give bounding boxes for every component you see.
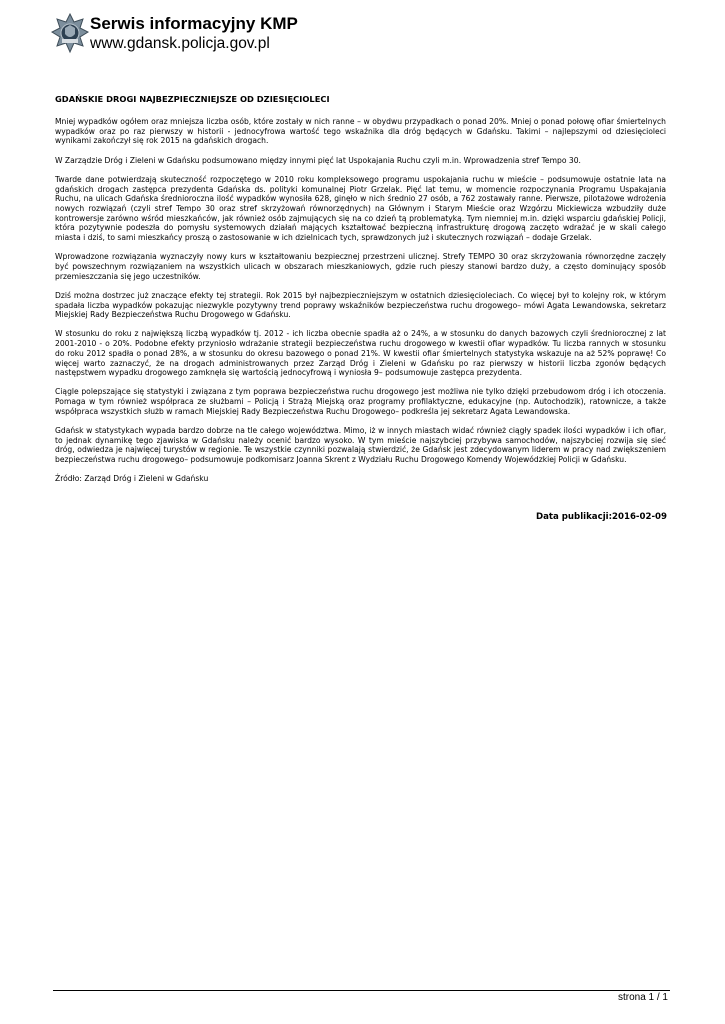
- site-url[interactable]: www.gdansk.policja.gov.pl: [90, 35, 270, 52]
- article: [55, 94, 666, 494]
- page-header: [50, 12, 670, 60]
- footer-divider: [53, 990, 670, 991]
- article-source: Źródło: Zarząd Dróg i Zieleni w Gdańsku: [55, 474, 209, 484]
- page-number: strona 1 / 1: [617, 992, 668, 1003]
- article-paragraph: W stosunku do roku z największą liczbą wypadków tj. 2012 - ich liczba obecnie spadła aż o 24%, a w stosunku do danych bazowych czyli średniorocznej z lat 2001-2010 - o 20%. Podobne efekty przyniosło wdrażanie strategii bezpieczeństwa ruchu drogowego w kwestii ofiar wypadków. Tu liczba rannych w stosunku do roku 2012 spadła o ponad 28%, a w stosunku do okresu bazowego o ponad 21%. W kwestii ofiar śmiertelnych statystyka wskazuje na aż 52% poprawę! Co więcej warto zaznaczyć, że na drogach administrowanych przez Zarząd Dróg i Zieleni w Gdańsku po raz pierwszy w historii liczba zgonów będących następstwem wypadku drogowego zamknęła się wartością jednocyfrową i wyniosła 9– podsumowuje zastępca prezydenta.: [55, 329, 666, 378]
- article-paragraph: Gdańsk w statystykach wypada bardzo dobrze na tle całego województwa. Mimo, iż w innych miastach widać również ciągły spadek ilości wypadków i ich ofiar, to jednak dynamikę tego zjawiska w Gdańsku należy ocenić bardzo wysoko. W tym mieście najszybciej przybywa samochodów, najszybciej rozwija się sieć dróg, odwiedza je najwięcej turystów w regionie. Te wszystkie czynniki pozwalają stwierdzić, że Gdańsk jest zdecydowanym liderem w pracy nad zwiększeniem bezpieczeństwa ruchu drogowego– podsumowuje podkomisarz Joanna Skrent z Wydziału Ruchu Drogowego Komendy Wojewódzkiej Policji w Gdańsku.: [55, 426, 666, 465]
- site-title: Serwis informacyjny KMP: [90, 14, 298, 33]
- article-paragraph: Wprowadzone rozwiązania wyznaczyły nowy kurs w kształtowaniu bezpiecznej przestrzeni ulicznej. Strefy TEMPO 30 oraz skrzyżowania równorzędne zaczęły być powszechnym rozwiązaniem na wszystkich ulicach w obszarach mieszkaniowych, gdzie ruch pieszy stanowi bardzo duży, a często dominujący sposób przemieszczania się jego uczestników.: [55, 252, 666, 281]
- article-paragraph: W Zarządzie Dróg i Zieleni w Gdańsku podsumowano między innymi pięć lat Uspokajania Ruchu czyli m.in. Wprowadzenia stref Tempo 30.: [55, 155, 581, 165]
- article-paragraph: Ciągle polepszające się statystyki i związana z tym poprawa bezpieczeństwa ruchu drogowego jest możliwa nie tylko dzięki przebudowom dróg i ich otoczenia. Pomaga w tym również współpraca ze służbami – Policją i Strażą Miejską oraz programy profilaktyczne, edukacyjne (np. Autochodzik), ratownicze, a także współpraca wszystkich służb w ramach Miejskiej Rady Bezpieczeństwa Ruchu Drogowego– podkreśla jej sekretarz Agata Lewandowska.: [55, 387, 666, 416]
- article-paragraph: Dziś można dostrzec już znaczące efekty tej strategii. Rok 2015 był najbezpieczniejszym w ostatnich dziesięcioleciach. Co więcej był to kolejny rok, w którym spadała liczba wypadków pokazując niezwykle pozytywny trend poprawy wskaźników bezpieczeństwa ruchu drogowego– mówi Agata Lewandowska, sekretarz Miejskiej Rady Bezpieczeństwa Ruchu Drogowego w Gdańsku.: [55, 290, 666, 320]
- article-title: GDAŃSKIE DROGI NAJBEZPIECZNIEJSZE OD DZIESIĘCIOLECI: [55, 94, 330, 104]
- publication-date: Data publikacji:2016-02-09: [535, 512, 667, 522]
- article-paragraph: Mniej wypadków ogółem oraz mniejsza liczba osób, które zostały w nich ranne – w obydwu przypadkach o ponad 20%. Mniej o ponad połowę ofiar śmiertelnych wypadków oraz po raz pierwszy w historii - jednocyfrowa wartość tego wskaźnika dla dróg będących w Gdańsku. Takimi – najlepszymi od dziesięcioleci wynikami zakończył się rok 2015 na gdańskich drogach.: [55, 117, 666, 146]
- police-star-badge-icon: [50, 12, 90, 56]
- article-paragraph: Twarde dane potwierdzają skuteczność rozpoczętego w 2010 roku kompleksowego programu uspokajania ruchu w mieście – podsumowuje ostatnie lata na gdańskich drogach zastępca prezydenta Gdańska ds. polityki komunalnej Piotr Grzelak. Pięć lat temu, w momencie rozpoczynania Programu Uspakajania Ruchu, na ulicach Gdańska średnioroczna ilość wypadków wynosiła 628, ginęło w nich średnio 27 osób, a 762 zostawały ranne. Pierwsze, pilotażowe wdrożenia nowych rozwiązań (czyli stref Tempo 30 oraz stref skrzyżowań równorzędnych) na Głównym i Starym Mieście oraz Wzgórzu Mickiewicza wzbudziły duże kontrowersje zarówno wśród mieszkańców, jak również osób zajmujących się na co dzień tą problematyką. Tym niemniej m.in. dzięki wsparciu gdańskiej Policji, która pozytywnie podeszła do pomysłu systemowych działań mających kształtować bezpieczną infrastrukturę drogową zaczęto wdrażać je w skali całego miasta i dziś, to sami mieszkańcy proszą o zastosowanie w ich dzielnicach tych, sprawdzonych już i skutecznych rozwiązań – dodaje Grzelak.: [55, 174, 666, 243]
